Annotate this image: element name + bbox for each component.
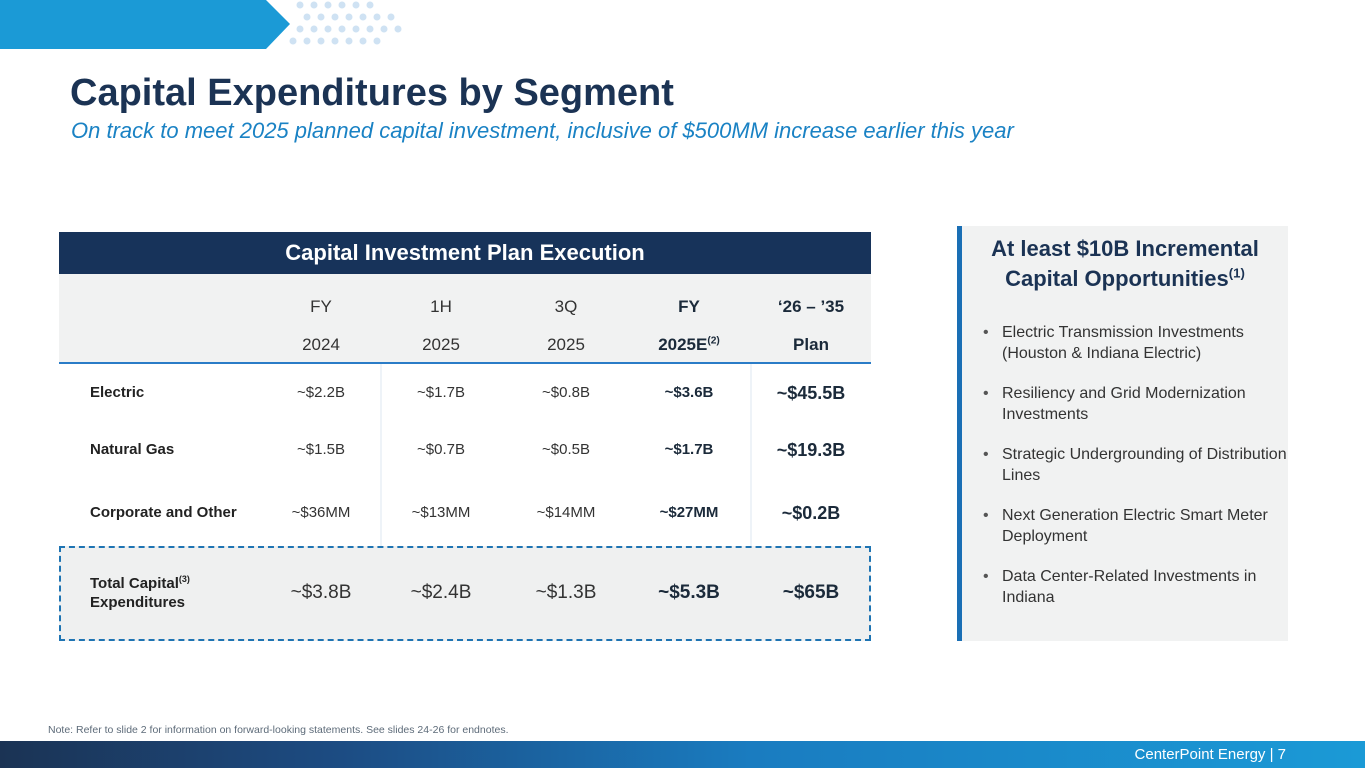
list-item: • Resiliency and Grid Modernization Investments [983,383,1293,425]
capital-investment-table [59,232,871,548]
panel-title: At least $10B Incremental Capital Opportunities$^{(1)}$ [991,236,1259,291]
table-title: Capital Investment Plan Execution [59,232,871,274]
total-value: ~$3.8B [290,582,352,603]
table-row-electric: Electric ~$2.2B ~$1.7B ~$0.8B ~$3.6B ~$45.5B [90,383,846,403]
total-value: ~$65B [782,582,840,603]
footer-page-label: CenterPoint Energy | 7 [1134,746,1286,763]
table-row-corporate: Corporate and Other ~$36MM ~$13MM ~$14MM ~$27MM ~$0.2B [90,503,841,523]
total-value: ~$5.3B [658,582,720,603]
list-item: • Next Generation Electric Smart Meter Deployment [983,505,1293,547]
opportunities-list [983,322,1293,627]
total-value: ~$2.4B [410,582,472,603]
page-title: Capital Expenditures by Segment [70,72,674,114]
table-body [59,364,871,548]
page-subtitle: On track to meet 2025 planned capital investment, inclusive of $500MM increase earlier this year [71,118,1014,143]
table-row-total [59,546,871,641]
table-row-natural-gas: Natural Gas ~$1.5B ~$0.7B ~$0.5B ~$1.7B ~$19.3B [90,440,846,460]
table-header: FY 2024 1H 2025 3Q 2025 FY $2025E^{(2)}$ ‘26 – ’35 Plan [59,274,871,364]
header-banner-shape [0,0,290,49]
list-item: • Electric Transmission Investments (Houston & Indiana Electric) [983,322,1293,364]
opportunities-panel [957,226,1288,641]
list-item: • Strategic Undergrounding of Distribution Lines [983,444,1293,486]
footnote: Note: Refer to slide 2 for information on forward-looking statements. See slides 24-26 for endnotes. [48,724,509,736]
decorative-dot-pattern [278,0,408,52]
total-value: ~$1.3B [535,582,597,603]
list-item: • Data Center-Related Investments in Indiana [983,566,1293,608]
total-label: Total Capital$^{(3)}$ Expenditures [90,574,190,611]
